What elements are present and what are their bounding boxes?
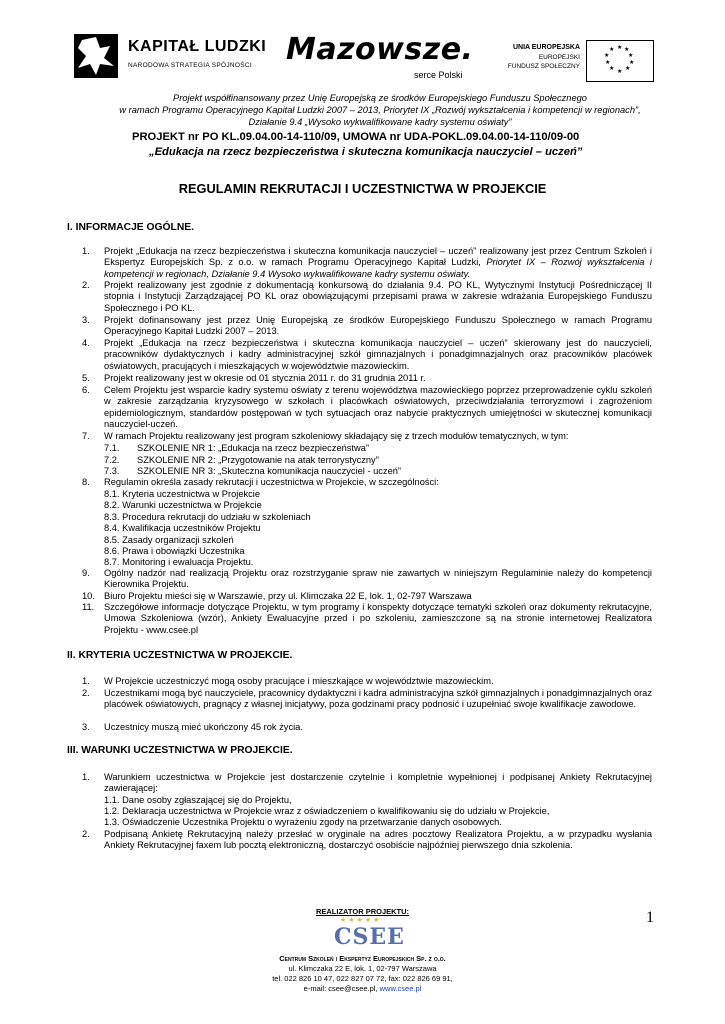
condition-item-2: 1.2. Deklaracja uczestnictwa w Projekcie wraz z oświadczeniem o kwalifikowaniu się do udziału w Projekcie, — [104, 806, 550, 816]
item-number: 2. — [82, 280, 90, 290]
item-text: Regulamin określa zasady rekrutacji i uczestnictwa w Projekcie, w szczególności: — [104, 477, 439, 487]
item-number: 1. — [82, 246, 90, 256]
item-text: Projekt „Edukacja na rzecz bezpieczeństwa i skuteczna komunikacja nauczyciel – uczeń” skierowany jest do nauczycieli, pracowników dydaktycznych i kadry administracyjnej szkół gimnazjalnych i ponadgimnazjalnych oraz pracowników placówek oświatowych, pracujących i mieszkających w województwie mazowieckim. — [104, 338, 652, 371]
eu-logo — [504, 40, 654, 84]
item-number: 9. — [82, 568, 90, 578]
section-2-item-1 — [82, 676, 652, 687]
section-1-item-8 — [82, 477, 652, 488]
scope-item-3: 8.3. Procedura rekrutacji do udziału w szkoleniach — [104, 512, 311, 522]
kapital-ludzki-name: KAPITAŁ LUDZKI — [128, 38, 267, 55]
company-phones: tel. 022 826 10 47, 022 827 07 72, fax: 022 826 69 91, — [272, 974, 453, 983]
module-1-number: 7.1. — [104, 443, 120, 453]
item-number: 10. — [82, 591, 95, 601]
module-2-title: SZKOLENIE NR 2: „Przygotowanie na atak terrorystyczny” — [137, 455, 379, 465]
section-1-item-6 — [82, 385, 652, 430]
condition-item-1: 1.1. Dane osoby zgłaszającej się do Projektu, — [104, 795, 292, 805]
section-1-item-9 — [82, 568, 652, 591]
section-3-item-2 — [82, 829, 652, 852]
module-3-number: 7.3. — [104, 466, 120, 476]
scope-item-7: 8.7. Monitoring i ewaluacja Projektu. — [104, 557, 254, 567]
company-email: e-mail: csee@csee.pl, — [303, 984, 380, 993]
csee-logo — [322, 918, 406, 954]
item-number: 3. — [82, 315, 90, 325]
item-text: Ogólny nadzór nad realizacją Projektu oraz rozstrzyganie spraw nie zawartych w niniejszym Regulaminie należy do kompetencji Kierownika Projektu. — [104, 568, 652, 590]
section-1-item-7 — [82, 431, 652, 442]
svg-text:★: ★ — [605, 59, 611, 66]
project-name: „Edukacja na rzecz bezpieczeństwa i skuteczna komunikacja nauczyciel – uczeń” — [149, 146, 583, 158]
section-1-item-4 — [82, 338, 652, 372]
section-1-heading: I. INFORMACJE OGÓLNE. — [67, 222, 195, 233]
kapital-ludzki-logo — [74, 34, 274, 84]
scope-item-2: 8.2. Warunki uczestnictwa w Projekcie — [104, 500, 262, 510]
mazowsze-logo — [286, 32, 476, 84]
item-number: 2. — [82, 688, 90, 698]
section-1-item-10 — [82, 591, 652, 602]
section-1-item-2 — [82, 280, 652, 314]
kapital-ludzki-emblem-icon — [74, 34, 118, 78]
scope-item-6: 8.6. Prawa i obowiązki Uczestnika — [104, 546, 245, 556]
condition-item-3: 1.3. Oświadczenie Uczestnika Projektu o wyrażeniu zgody na przetwarzanie danych osobowych. — [104, 817, 502, 827]
scope-item-5: 8.5. Zasady organizacji szkoleń — [104, 535, 234, 545]
item-number: 4. — [82, 338, 90, 348]
project-number: PROJEKT nr PO KL.09.04.00-14-110/09, UMOWA nr UDA-POKL.09.04.00-14-110/09-00 — [132, 131, 580, 143]
module-1-title: SZKOLENIE NR 1: „Edukacja na rzecz bezpieczeństwa” — [137, 443, 369, 453]
item-text: Uczestnikami mogą być nauczyciele, pracownicy dydaktyczni i kadra administracyjna szkół gimnazjalnych i ponadgimnazjalnych oraz placówek oświatowych, pragnący z własnej inicjatywy, poza godzinami pracy podnosić i uzupełniać swoje kwalifikacje zawodowe. — [104, 688, 652, 710]
page-number: 1 — [646, 909, 654, 926]
item-number: 8. — [82, 477, 90, 487]
scope-item-4: 8.4. Kwalifikacja uczestników Projektu — [104, 523, 261, 533]
cofinance-line-3: Działanie 9.4 „Wysoko wykwalifikowane kadry systemu oświaty” — [248, 117, 512, 127]
section-2-item-2 — [82, 688, 652, 711]
eu-logo-line1: UNIA EUROPEJSKA — [512, 44, 580, 51]
section-1-item-5 — [82, 373, 652, 384]
item-text: Warunkiem uczestnictwa w Projekcie jest dostarczenie czytelnie i kompletnie wypełnionej i podpisanej Ankiety Rekrutacyjnej zawierającej: — [104, 772, 652, 794]
section-1-item-11 — [82, 602, 652, 636]
mazowsze-wordmark: Mazowsze. — [286, 32, 474, 67]
item-number: 11. — [82, 602, 95, 612]
section-2-item-3 — [82, 722, 652, 733]
item-text: Szczegółowe informacje dotyczące Projektu, w tym programy i konspekty dotyczące tematyki szkoleń oraz dokumenty rekrutacyjne, Umowa Szkoleniowa (wzór), Ankiety Ewaluacyjne przed i po szkoleniu, zamieszczone są na stronie internetowej Realizatora Projektu - www.csee.pl — [104, 602, 652, 635]
item-text: Celem Projektu jest wsparcie kadry systemu oświaty z terenu województwa mazowieckiego poprzez przeprowadzenie cyklu szkoleń w zakresie zarządzania kryzysowego w szkołach i placówkach oświatowych, przeciwdziałania terroryzmowi i zagrożeniom epidemiologicznym, standardów postępowań w tych sytuacjach oraz nabycie praktycznych umiejętności w skutecznej komunikacji nauczyciel-uczeń. — [104, 385, 652, 429]
svg-text:★: ★ — [617, 44, 623, 51]
realizator-label: REALIZATOR PROJEKTU: — [315, 907, 410, 916]
section-2-heading: II. KRYTERIA UCZESTNICTWA W PROJEKCIE. — [67, 650, 293, 661]
item-text-italic: Priorytet IX – Rozwój wykształcenia i kompetencji w regionach, Działanie 9.4 Wysoko wykwalifikowane kadry systemu oświaty. — [104, 257, 652, 279]
svg-text:★: ★ — [629, 59, 635, 66]
svg-text:★: ★ — [617, 68, 623, 75]
company-contact — [0, 984, 725, 994]
svg-text:★: ★ — [628, 52, 634, 59]
item-text: Uczestnicy muszą mieć ukończony 45 rok życia. — [104, 722, 303, 732]
company-address: ul. Klimczaka 22 E, lok. 1, 02-797 Warszawa — [288, 964, 437, 973]
cofinance-line-2: w ramach Programu Operacyjnego Kapitał Ludzki 2007 – 2013, Priorytet IX „Rozwój wykształcenia i kompetencji w regionach”, — [119, 105, 641, 115]
item-number: 2. — [82, 829, 90, 839]
item-number: 3. — [82, 722, 90, 732]
item-text: Projekt realizowany jest zgodnie z dokumentacją konkursową do działania 9.4. PO KL, Wytycznymi Instytucji Pośredniczącej II stopnia i Instytucji Zarządzającej PO KL oraz obowiązującymi przepisami prawa w zakresie wdrażania Europejskiego Funduszu Społecznego i PO KL. — [104, 280, 652, 313]
item-number: 5. — [82, 373, 90, 383]
svg-text:★: ★ — [625, 65, 631, 72]
item-number: 1. — [82, 772, 90, 782]
csee-wordmark: CSEE — [334, 924, 405, 950]
item-text: Biuro Projektu mieści się w Warszawie, przy ul. Klimczaka 22 E, lok. 1, 02-797 Warszawa — [104, 591, 472, 601]
item-number: 1. — [82, 676, 90, 686]
svg-text:★: ★ — [609, 65, 615, 72]
company-name: Centrum Szkoleń i Ekspertyz Europejskich Sp. z o.o. — [279, 954, 446, 963]
svg-text:★: ★ — [624, 46, 630, 53]
kapital-ludzki-tagline: NARODOWA STRATEGIA SPÓJNOŚCI — [128, 62, 252, 69]
company-website-link[interactable]: www.csee.pl — [379, 984, 422, 993]
eu-stars-icon: ★★★★★ — [340, 917, 382, 924]
module-3-title: SZKOLENIE NR 3: „Skuteczna komunikacja nauczyciel - uczeń” — [137, 466, 402, 476]
eu-logo-line2: EUROPEJSKI — [538, 54, 580, 61]
item-text: Projekt „Edukacja na rzecz bezpieczeństwa i skuteczna komunikacja nauczyciel – uczeń” realizowany jest przez Centrum Szkoleń i Ekspertyz Europejskich Sp. z o.o. w ramach Programu Operacyjnego Kapitał Ludzki, — [104, 246, 652, 268]
item-text: Podpisaną Ankietę Rekrutacyjną należy przesłać w oryginale na adres pocztowy Realizatora Projektu, a w przypadku wysłania Ankiety Rekrutacyjnej faxem lub pocztą elektroniczną, dostarczyć osobiście najpóźniej pierwszego dnia szkolenia. — [104, 829, 652, 851]
svg-text:★: ★ — [609, 46, 615, 53]
eu-logo-line3: FUNDUSZ SPOŁECZNY — [507, 63, 580, 70]
item-text: W Projekcie uczestniczyć mogą osoby pracujące i mieszkające w województwie mazowieckim. — [104, 676, 494, 686]
item-number: 7. — [82, 431, 90, 441]
cofinance-line-1: Projekt współfinansowany przez Unię Europejską ze środków Europejskiego Funduszu Społecznego — [173, 93, 587, 103]
item-text: Projekt dofinansowany jest przez Unię Europejską ze środków Europejskiego Funduszu Społecznego w ramach Programu Operacyjnego Kapitał Ludzki 2007 – 2013. — [104, 315, 652, 337]
header-logos — [74, 28, 654, 88]
item-number: 6. — [82, 385, 90, 395]
svg-text:★: ★ — [604, 52, 610, 59]
section-3-heading: III. WARUNKI UCZESTNICTWA W PROJEKCIE. — [67, 745, 293, 756]
document-title: REGULAMIN REKRUTACJI I UCZESTNICTWA W PROJEKCIE — [178, 181, 547, 196]
eu-flag-icon — [586, 40, 654, 82]
section-3-item-1 — [82, 772, 652, 795]
section-1-item-3 — [82, 315, 652, 338]
scope-item-1: 8.1. Kryteria uczestnictwa w Projekcie — [104, 489, 261, 499]
mazowsze-tagline: serce Polski — [414, 70, 463, 80]
module-2-number: 7.2. — [104, 455, 120, 465]
item-text: Projekt realizowany jest w okresie od 01 stycznia 2011 r. do 31 grudnia 2011 r. — [104, 373, 426, 383]
item-text: W ramach Projektu realizowany jest program szkoleniowy składający się z trzech modułów tematycznych, w tym: — [104, 431, 569, 441]
section-1-item-1 — [82, 246, 652, 280]
